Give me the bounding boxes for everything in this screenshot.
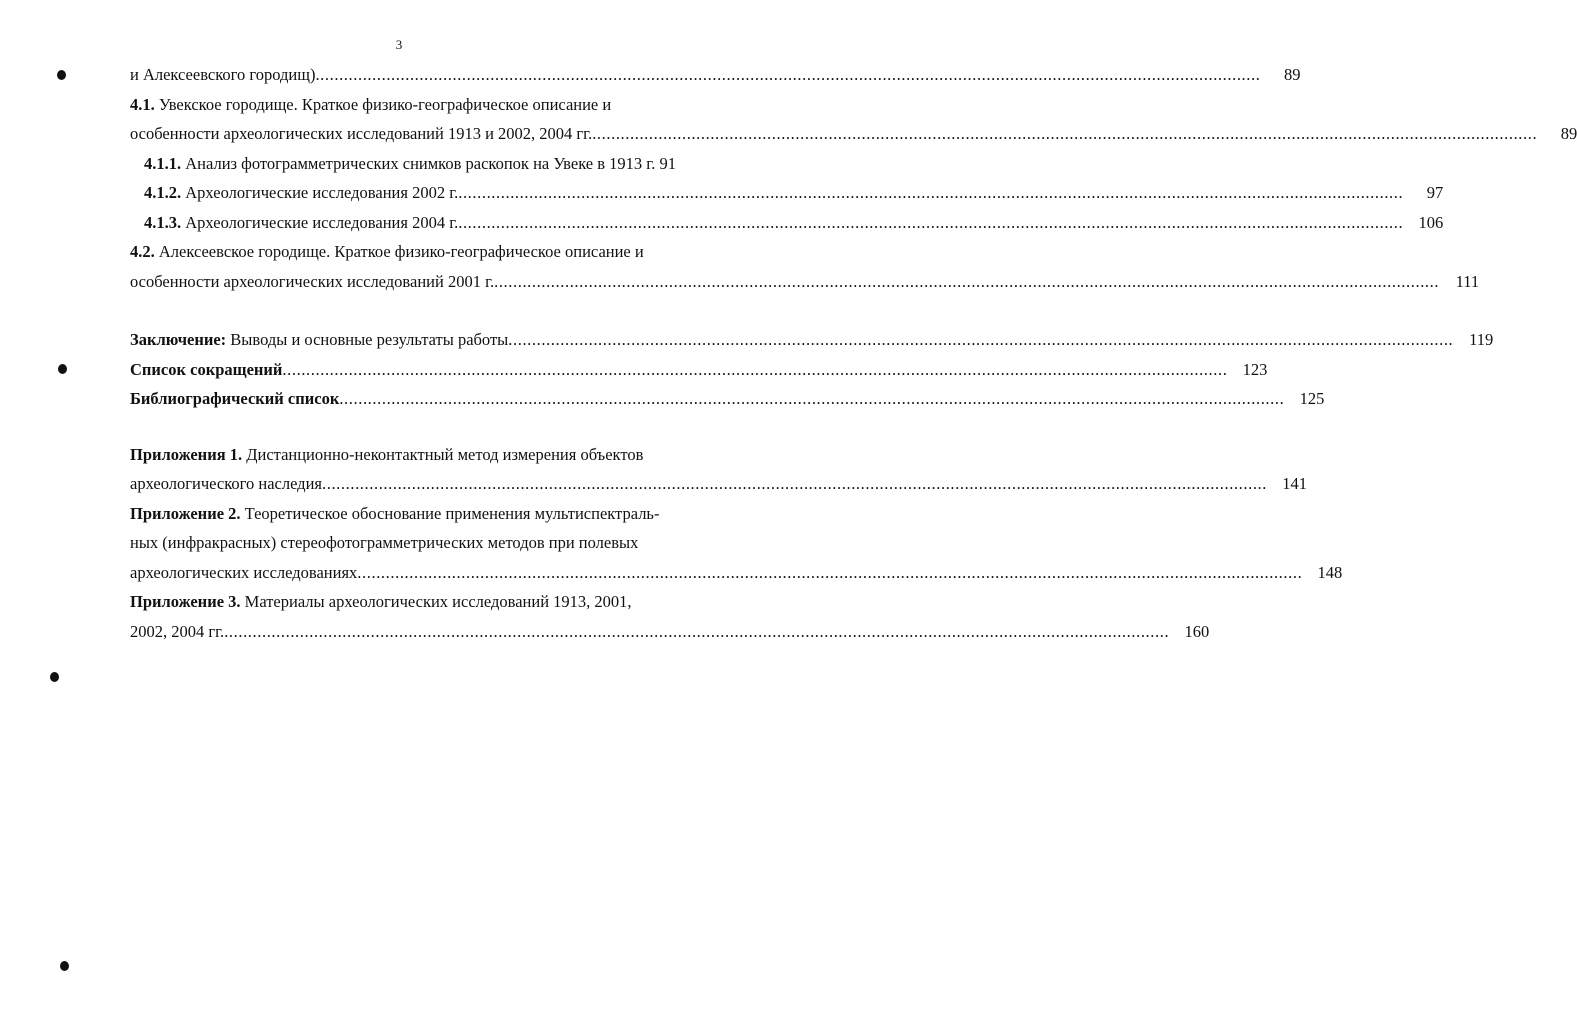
toc-entry-text bbox=[130, 237, 644, 267]
toc-entry-text: археологического наследия bbox=[130, 474, 322, 493]
toc-page-number: 123 bbox=[1242, 359, 1268, 379]
toc-leader-dots: ........................................................................................................................................................................................................ bbox=[357, 562, 1303, 582]
toc-entry-prefix: 4.1.3. bbox=[144, 212, 182, 232]
page-number: 3 bbox=[395, 37, 403, 52]
toc-entry[interactable] bbox=[130, 208, 1444, 238]
punch-hole-mark bbox=[57, 70, 66, 80]
toc-entry-prefix: Список сокращений bbox=[130, 359, 283, 379]
toc-entry-text: 2002, 2004 гг. bbox=[130, 621, 225, 641]
toc-entry-text: археологических исследованиях bbox=[130, 562, 358, 582]
toc-entry-text: особенности археологических исследований 2001 г. bbox=[130, 271, 495, 291]
toc-entry-text bbox=[130, 355, 282, 385]
section-spacer bbox=[130, 296, 710, 325]
toc-entry-text bbox=[144, 208, 458, 238]
toc-entry[interactable] bbox=[130, 60, 1301, 90]
toc-entry[interactable] bbox=[130, 440, 710, 470]
toc-leader-dots: ........................................................................................................................................................................................................ bbox=[322, 474, 1267, 493]
toc-entry-text: особенности археологических исследований 1913 и 2002, 2004 гг. bbox=[130, 124, 593, 143]
toc-entry[interactable] bbox=[130, 119, 1577, 149]
toc-leader-dots: ........................................................................................................................................................................................................ bbox=[339, 389, 1285, 408]
toc-entry-text bbox=[130, 499, 659, 529]
toc-leader-dots: ........................................................................................................................................................................................................ bbox=[458, 212, 1404, 232]
toc-page-number: 106 bbox=[1418, 212, 1444, 232]
toc-leader-dots: ........................................................................................................................................................................................................ bbox=[315, 65, 1261, 84]
toc-page-number: 141 bbox=[1282, 474, 1307, 493]
toc-entry[interactable] bbox=[130, 90, 710, 120]
toc-entry[interactable] bbox=[130, 528, 710, 558]
toc-entry-text bbox=[130, 90, 611, 120]
toc-page-number: 89 bbox=[1283, 65, 1301, 84]
toc-leader-dots: ........................................................................................................................................................................................................ bbox=[592, 124, 1538, 143]
toc-entry-title: Анализ фотограмметрических снимков раскопок на Увеке в 1913 г. 91 bbox=[181, 153, 676, 173]
toc-entry-text: ных (инфракрасных) стереофотограмметрических методов при полевых bbox=[130, 533, 639, 552]
toc-entry[interactable] bbox=[130, 469, 1307, 499]
toc-entry-prefix: 4.2. bbox=[130, 242, 155, 261]
toc-entry-title: Алексеевское городище. Краткое физико-географическое описание и bbox=[154, 242, 644, 261]
toc-entry[interactable] bbox=[130, 617, 1210, 647]
toc-entry-text bbox=[144, 178, 458, 208]
toc-page-number: 160 bbox=[1184, 621, 1210, 641]
toc-entry[interactable] bbox=[130, 149, 710, 179]
toc-entry-title: Увекское городище. Краткое физико-географическое описание и bbox=[154, 94, 612, 114]
toc-leader-dots: ........................................................................................................................................................................................................ bbox=[282, 359, 1228, 379]
toc-leader-dots: ........................................................................................................................................................................................................ bbox=[224, 621, 1170, 641]
toc-entry[interactable] bbox=[130, 325, 1494, 355]
punch-hole-mark bbox=[60, 961, 69, 971]
toc-entry-prefix: Приложения 1. bbox=[130, 444, 243, 464]
toc-entry-title: Археологические исследования 2004 г. bbox=[181, 212, 459, 232]
toc-entry-text bbox=[130, 440, 643, 470]
toc-entry-text bbox=[144, 149, 676, 179]
toc-entry[interactable] bbox=[130, 237, 710, 267]
toc-entry-text bbox=[130, 325, 508, 355]
punch-hole-mark bbox=[58, 364, 67, 374]
toc-entry-title: Выводы и основные результаты работы bbox=[226, 330, 509, 349]
toc-entry-prefix: Заключение: bbox=[130, 330, 227, 349]
toc-entry-title: Археологические исследования 2002 г. bbox=[181, 183, 459, 202]
toc-entry[interactable] bbox=[130, 384, 1325, 414]
toc-page-number: 119 bbox=[1469, 330, 1494, 349]
toc-entry[interactable] bbox=[130, 178, 1444, 208]
toc-page-number: 97 bbox=[1426, 183, 1444, 202]
toc-page-number: 89 bbox=[1560, 124, 1577, 143]
section-spacer bbox=[130, 414, 710, 440]
toc-leader-dots: ........................................................................................................................................................................................................ bbox=[494, 271, 1440, 291]
toc-entry-title: Теоретическое обоснование применения мультиспектраль- bbox=[240, 503, 660, 523]
toc-page-number: 148 bbox=[1317, 562, 1343, 582]
toc-entry[interactable] bbox=[130, 355, 1268, 385]
toc-entry-title: Дистанционно-неконтактный метод измерения объектов bbox=[242, 444, 644, 464]
toc-entry-prefix: 4.1.1. bbox=[144, 153, 182, 173]
toc-entry[interactable] bbox=[130, 267, 1480, 297]
toc-entry-prefix: Приложение 2. bbox=[130, 503, 241, 523]
toc-entry-prefix: 4.1.2. bbox=[144, 183, 182, 202]
punch-hole-mark bbox=[50, 672, 59, 682]
toc-entry-prefix: 4.1. bbox=[130, 94, 155, 114]
toc-leader-dots: ........................................................................................................................................................................................................ bbox=[508, 330, 1454, 349]
toc-entry-text bbox=[130, 384, 339, 414]
table-of-contents bbox=[130, 60, 1577, 646]
toc-entry[interactable] bbox=[130, 558, 1343, 588]
toc-page-number: 111 bbox=[1455, 271, 1480, 291]
toc-page-number: 125 bbox=[1299, 389, 1325, 408]
toc-entry[interactable] bbox=[130, 587, 710, 617]
toc-leader-dots: ........................................................................................................................................................................................................ bbox=[458, 183, 1404, 202]
toc-entry-prefix: Приложение 3. bbox=[130, 592, 241, 611]
toc-entry-title: Материалы археологических исследований 1913, 2001, bbox=[240, 592, 632, 611]
toc-entry[interactable] bbox=[130, 499, 710, 529]
toc-entry-text: и Алексеевского городищ) bbox=[130, 65, 316, 84]
toc-entry-prefix: Библиографический список bbox=[130, 389, 340, 408]
toc-entry-text bbox=[130, 587, 632, 617]
